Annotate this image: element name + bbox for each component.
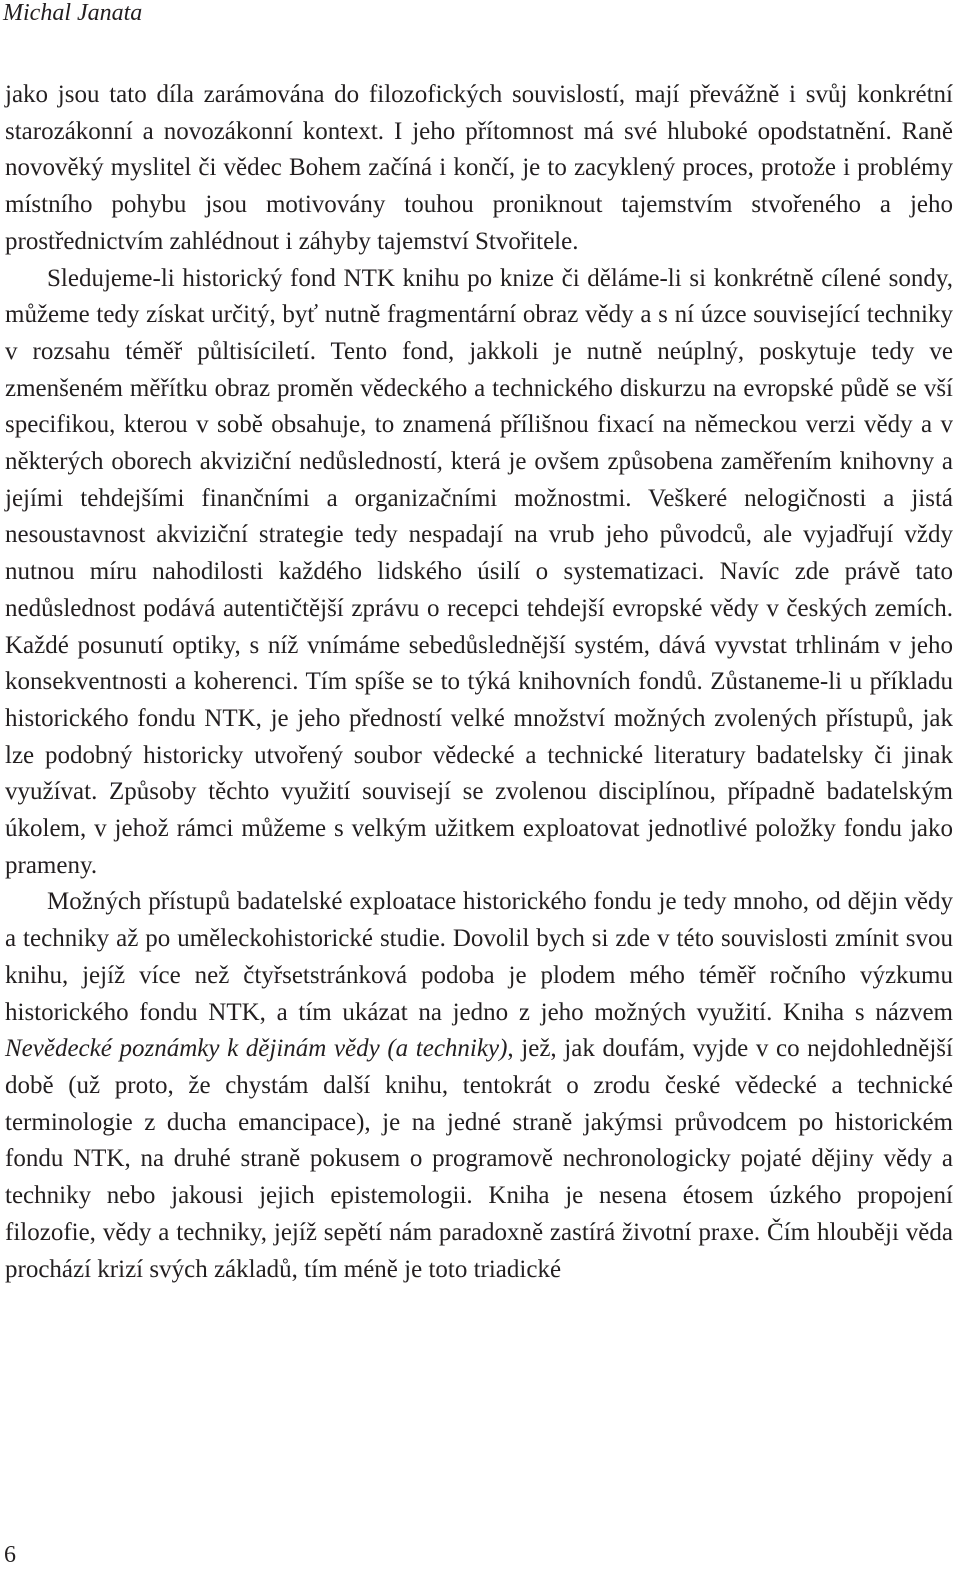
paragraph-3-text-before-title: Možných přístupů badatelské exploatace historického fondu je tedy mnoho, od dějin vědy a techniky až po uměleckohistorické studie. Dovolil bych si zde v této souvislosti zmínit svou knihu, jejíž více než čtyřsetstránková podoba je plodem mého téměř ročního výzkumu historického fondu NTK, a tím ukázat na jedno z jeho možných využití. Kniha s názvem	[5, 888, 953, 1026]
paragraph-3	[5, 884, 953, 1288]
page-number: 6	[4, 1542, 16, 1568]
paragraph-3-text-after-title: , jež, jak doufám, vyjde v co nejdohlednější době (už proto, že chystám další knihu, tentokrát o zrodu české vědecké a technické terminologie z ducha emancipace), je na jedné straně jakýmsi průvodcem po historickém fondu NTK, na druhé straně pokusem o programově nechronologicky pojaté dějiny vědy a techniky nebo jakousi jejich epistemologii. Kniha je nesena étosem úzkého propojení filozofie, vědy a techniky, jejíž sepětí nám paradoxně zastírá životní praxe. Čím hlouběji věda prochází krizí svých základů, tím méně je toto triadické	[5, 1035, 953, 1283]
body-text	[5, 77, 953, 1288]
paragraph-2: Sledujeme-li historický fond NTK knihu po knize či děláme-li si konkrétně cílené sondy, můžeme tedy získat určitý, byť nutně fragmentární obraz vědy a s ní úzce související techniky v rozsahu téměř půltisíciletí. Tento fond, jakkoli je nutně neúplný, poskytuje tedy ve zmenšeném měřítku obraz proměn vědeckého a technického diskurzu na evropské půdě se vší specifikou, kterou v sobě obsahuje, to znamená přílišnou fixací na německou verzi vědy a v některých oborech akviziční nedůsledností, která je ovšem způsobena zaměřením knihovny a jejími tehdejšími finančními a organizačními možnostmi. Veškeré nelogičnosti a jistá nesoustavnost akviziční strategie tedy nespadají na vrub jeho původců, ale vyjadřují vždy nutnou míru nahodilosti každého lidského úsilí o systematizaci. Navíc zde právě tato nedůslednost podává autentičtější zprávu o recepci tehdejší evropské vědy v českých zemích. Každé posunutí optiky, s níž vnímáme sebedůslednější systém, dává vyvstat trhlinám v jeho konsekventnosti a koherenci. Tím spíše se to týká knihovních fondů. Zůstaneme-li u příkladu historického fondu NTK, je jeho předností velké množství možných zvolených přístupů, jak lze podobný historicky utvořený soubor vědecké a technické literatury badatelsky či jinak využívat. Způsoby těchto využití souvisejí se zvolenou disciplínou, případně badatelským úkolem, v jehož rámci můžeme s velkým užitkem exploatovat jednotlivé položky fondu jako prameny.	[5, 264, 953, 879]
paragraph-1: jako jsou tato díla zarámována do filozofických souvislostí, mají převážně i svůj konkrétní starozákonní a novozákonní kontext. I jeho přítomnost má své hluboké opodstatnění. Raně novověký myslitel či vědec Bohem začíná i končí, je to zacyklený proces, protože i problémy místního pohybu jsou motivovány touhou proniknout tajemstvím stvořeného a jeho prostřednictvím zahlédnout i záhyby tajemství Stvořitele.	[5, 81, 953, 255]
book-title: Nevědecké poznámky k dějinám vědy (a techniky)	[5, 1035, 508, 1063]
running-head: Michal Janata	[3, 0, 143, 26]
